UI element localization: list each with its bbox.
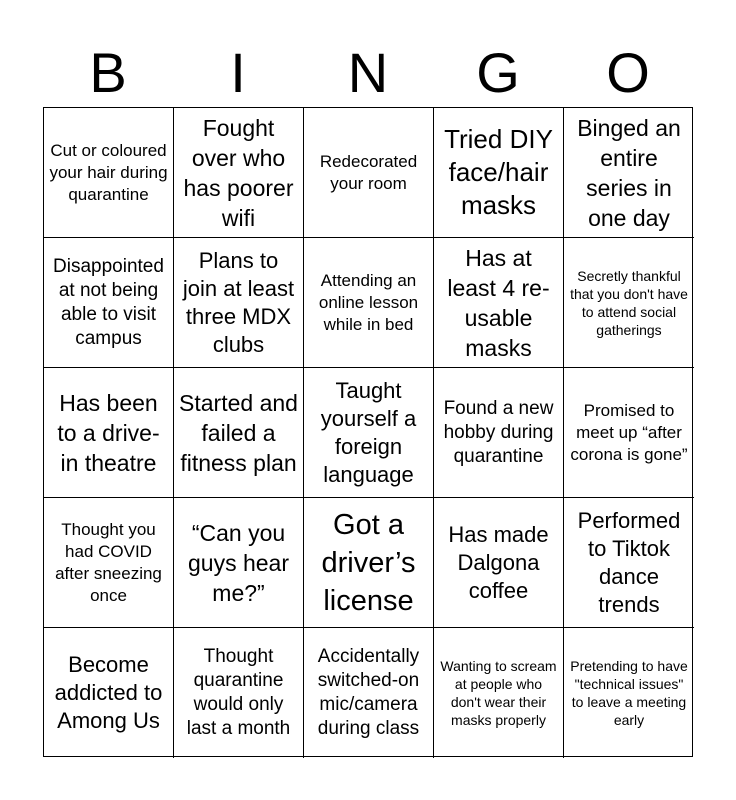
bingo-cell[interactable] [44, 108, 174, 238]
header-letter-b: B [89, 41, 127, 104]
bingo-cell[interactable] [174, 628, 304, 758]
bingo-cell[interactable] [174, 498, 304, 628]
cell-text: Has made Dalgona coffee [448, 521, 549, 603]
bingo-cell[interactable] [304, 108, 434, 238]
cell-text: Redecorated your room [319, 151, 418, 193]
bingo-cell[interactable] [564, 238, 694, 368]
bingo-cell[interactable] [434, 238, 564, 368]
bingo-cell[interactable] [44, 368, 174, 498]
cell-text: Secretly thankful that you don't have to attend social gatherings [570, 267, 688, 338]
bingo-cell[interactable] [304, 238, 434, 368]
header-letter-o: O [606, 41, 650, 104]
cell-text: Got a driver’s license [321, 508, 416, 617]
bingo-cell[interactable] [304, 368, 434, 498]
bingo-cell[interactable] [174, 108, 304, 238]
cell-text: Disappointed at not being able to visit campus [53, 255, 164, 349]
bingo-cell[interactable] [564, 628, 694, 758]
cell-text: Binged an entire series in one day [577, 114, 681, 231]
cell-text: Wanting to scream at people who don't wear their masks properly [440, 658, 557, 728]
cell-text: Accidentally switched-on mic/camera during class [317, 646, 420, 739]
cell-text: Tried DIY face/hair masks [444, 124, 553, 220]
cell-text: Thought quarantine would only last a month [186, 646, 291, 739]
bingo-cell[interactable] [434, 368, 564, 498]
cell-text: Performed to Tiktok dance trends [577, 507, 681, 617]
cell-text: Found a new hobby during quarantine [443, 397, 554, 467]
bingo-cell[interactable] [304, 498, 434, 628]
header-letter-g: G [476, 41, 520, 104]
cell-text: Promised to meet up “after corona is gone” [570, 400, 688, 464]
bingo-board [43, 107, 693, 757]
cell-text: Cut or coloured your hair during quarantine [49, 140, 168, 204]
bingo-cell[interactable] [564, 368, 694, 498]
header-letter-i: I [230, 41, 246, 104]
bingo-cell[interactable] [174, 238, 304, 368]
bingo-cell[interactable] [564, 498, 694, 628]
header-letter-n: N [347, 41, 389, 104]
cell-text: Pretending to have "technical issues" to leave a meeting early [570, 658, 688, 728]
cell-text: Taught yourself a foreign language [320, 377, 417, 487]
bingo-cell[interactable] [44, 238, 174, 368]
bingo-header [43, 40, 693, 106]
cell-text: Has at least 4 re-usable masks [447, 244, 550, 361]
cell-text: Become addicted to Among Us [54, 652, 163, 733]
bingo-cell[interactable] [434, 108, 564, 238]
bingo-cell[interactable] [434, 498, 564, 628]
bingo-cell[interactable] [434, 628, 564, 758]
bingo-cell[interactable] [564, 108, 694, 238]
cell-text: Attending an online lesson while in bed [318, 270, 419, 334]
bingo-cell[interactable] [304, 628, 434, 758]
cell-text: Plans to join at least three MDX clubs [182, 247, 295, 357]
bingo-cell[interactable] [174, 368, 304, 498]
bingo-cell[interactable] [44, 498, 174, 628]
bingo-cell[interactable] [44, 628, 174, 758]
cell-text: Fought over who has poorer wifi [183, 114, 294, 231]
cell-text: Thought you had COVID after sneezing once [55, 519, 162, 605]
cell-text: Has been to a drive-in theatre [57, 389, 160, 476]
cell-text: “Can you guys hear me?” [187, 519, 289, 606]
cell-text: Started and failed a fitness plan [179, 389, 298, 476]
